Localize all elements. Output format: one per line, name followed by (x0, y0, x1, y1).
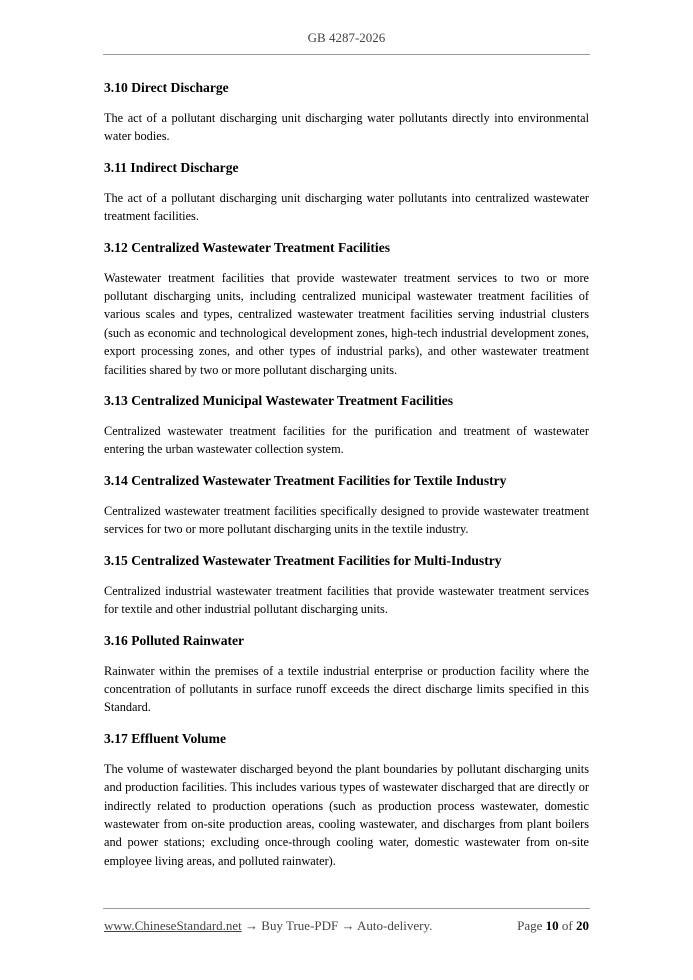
section-paragraph: The volume of wastewater discharged beyond the plant boundaries by pollutant discharging units and production facilities. This includes various types of wastewater discharged that are directly or indirectly related to production operations (such as production process wastewater, domestic wastewater from on-site production areas, cooling wastewater, and discharges from plant boilers and power stations; excluding once-through cooling water, domestic wastewater from on-site employee living areas, and polluted rainwater). (104, 761, 589, 868)
section-paragraph: Centralized wastewater treatment facilities for the purification and treatment of wastewater entering the urban wastewater collection system. (104, 424, 589, 457)
section-3-13 (104, 392, 589, 459)
section-paragraph: The act of a pollutant discharging unit discharging water pollutants into centralized wastewater treatment facilities. (104, 190, 589, 224)
footer-promo (104, 918, 432, 934)
section-paragraph: Rainwater within the premises of a textile industrial enterprise or production facility where the concentration of pollutants in surface runoff exceeds the direct discharge limits specified in this Standard. (104, 663, 589, 715)
page-label: Page (517, 918, 543, 933)
header-divider (103, 54, 590, 55)
document-body (104, 79, 589, 883)
section-3-10 (104, 79, 589, 146)
section-3-15 (104, 552, 589, 619)
website-link[interactable]: www.ChineseStandard.net (104, 918, 242, 933)
section-heading: 3.10 Direct Discharge (104, 80, 229, 95)
page-header: GB 4287-2026 (307, 30, 386, 45)
section-heading: 3.11 Indirect Discharge (104, 159, 239, 175)
section-paragraph: The act of a pollutant discharging unit discharging water pollutants directly into environmental water bodies. (104, 111, 589, 144)
section-heading: 3.14 Centralized Wastewater Treatment Facilities for Textile Industry (104, 472, 507, 488)
current-page-number: 10 (545, 918, 559, 933)
section-heading: 3.12 Centralized Wastewater Treatment Facilities (104, 239, 391, 255)
section-3-14 (104, 472, 589, 539)
footer-promo-text: → Buy True-PDF → Auto-delivery. (241, 918, 433, 933)
page-footer (104, 918, 589, 934)
section-heading: 3.13 Centralized Municipal Wastewater Treatment Facilities (104, 393, 454, 409)
section-3-16 (104, 632, 589, 717)
page-indicator (517, 918, 589, 934)
section-paragraph: Wastewater treatment facilities that provide wastewater treatment services to two or more pollutant discharging units, including centralized municipal wastewater treatment facilities of various scales and types, centralized wastewater treatment facilities serving industrial clusters (such as economic and technological development zones, high-tech industrial development zones, export processing zones, and other types of industrial parks), and other wastewater treatment facilities shared by two or more pollutant discharging units. (104, 270, 589, 377)
section-3-11 (104, 159, 589, 226)
section-heading: 3.16 Polluted Rainwater (104, 632, 245, 648)
section-heading: 3.15 Centralized Wastewater Treatment Facilities for Multi-Industry (104, 552, 502, 568)
section-3-12 (104, 239, 589, 379)
total-pages-number: 20 (576, 918, 589, 933)
section-3-17 (104, 730, 589, 870)
section-paragraph: Centralized industrial wastewater treatment facilities that provide wastewater treatment services for textile and other industrial pollutant discharging units. (104, 583, 589, 617)
footer-divider (103, 908, 590, 909)
section-paragraph: Centralized wastewater treatment facilities specifically designed to provide wastewater treatment services for two or more pollutant discharging units in the textile industry. (104, 503, 589, 537)
page-of-label: of (561, 918, 573, 933)
section-heading: 3.17 Effluent Volume (104, 730, 226, 746)
